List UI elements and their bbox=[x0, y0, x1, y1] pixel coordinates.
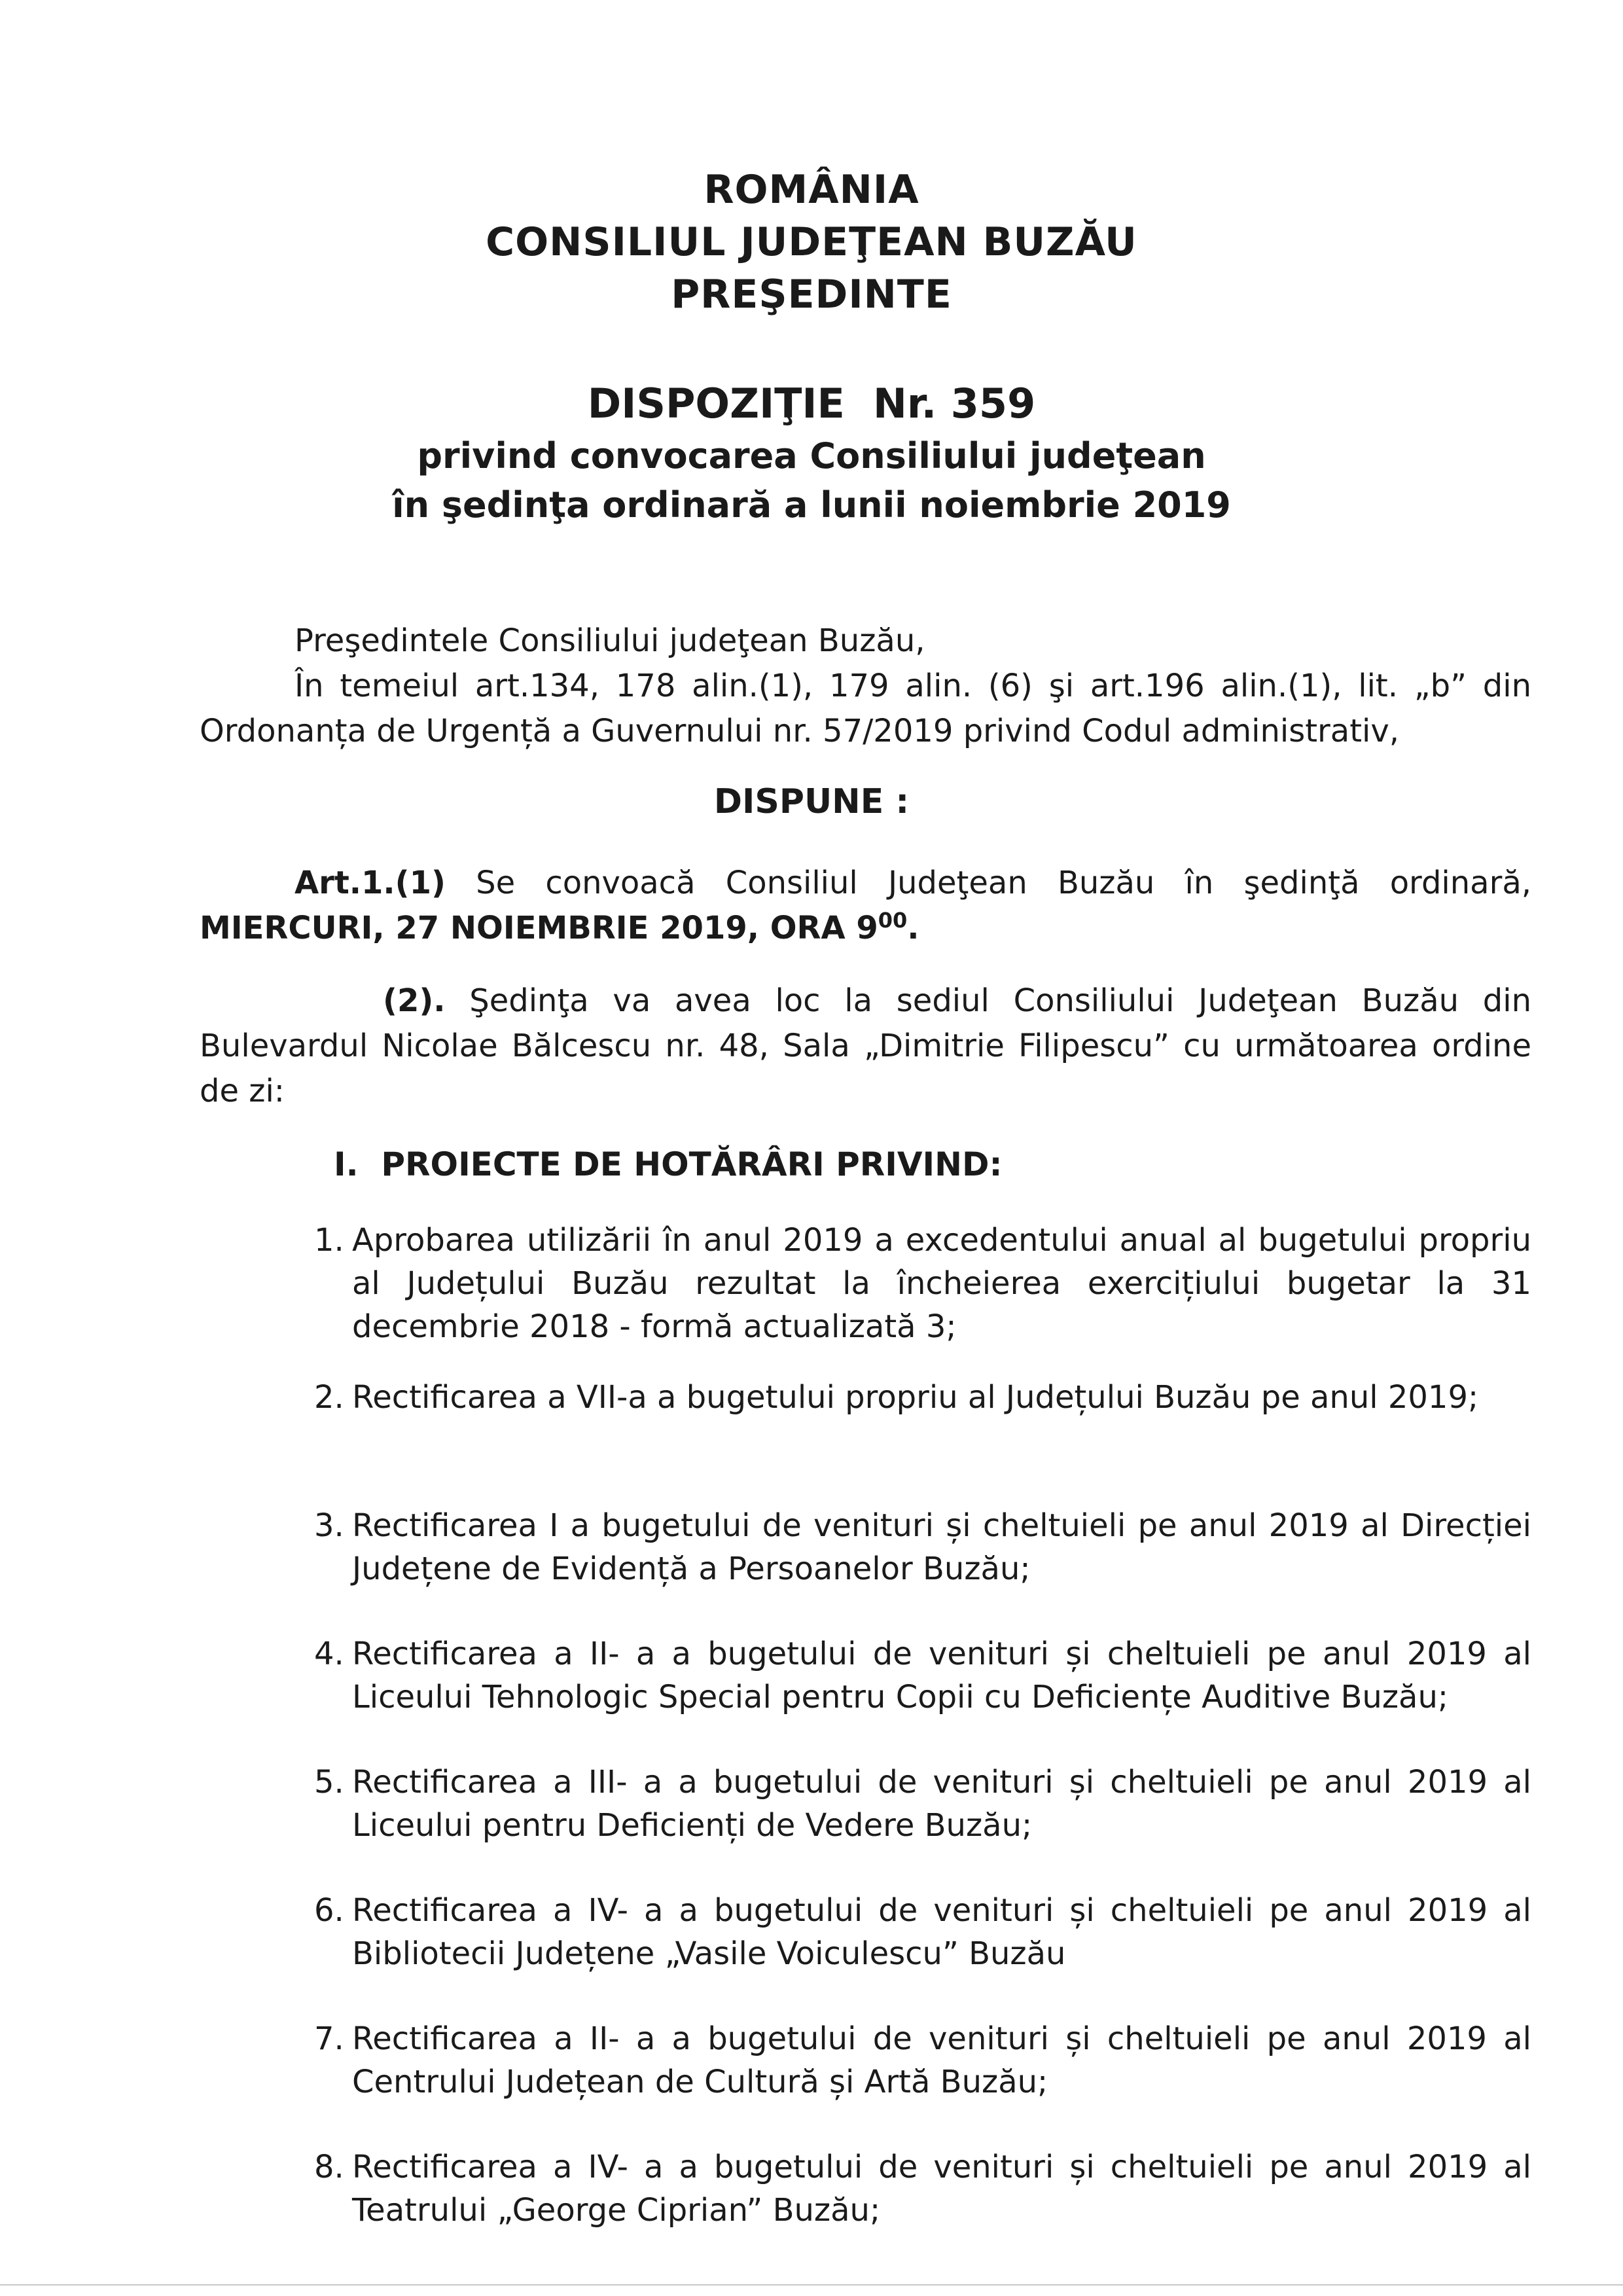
article-2-label: (2). bbox=[383, 982, 446, 1019]
article-1 bbox=[200, 861, 1531, 951]
article-1-time-superscript: 00 bbox=[878, 908, 908, 933]
agenda-item-text: Rectificarea a IV- a a bugetului de venituri și cheltuieli pe anul 2019 al Bibliotecii Județene „Vasile Voiculescu” Buzău bbox=[352, 1892, 1531, 1972]
agenda-item-number: 3. bbox=[314, 1507, 344, 1544]
agenda-item-number: 4. bbox=[314, 1636, 344, 1672]
agenda-item-number: 2. bbox=[314, 1379, 344, 1416]
agenda-item-number: 8. bbox=[314, 2149, 344, 2185]
header-role: PREŞEDINTE bbox=[671, 272, 952, 317]
header-country: ROMÂNIA bbox=[704, 167, 919, 213]
agenda-item-number: 5. bbox=[314, 1764, 344, 1801]
article-1-datetime: MIERCURI, 27 NOIEMBRIE 2019, ORA 9 bbox=[200, 910, 878, 946]
article-2-text: Şedinţa va avea loc la sediul Consiliului Judeţean Buzău din Bulevardul Nicolae Bălcescu nr. 48, Sala „Dimitrie Filipescu” cu următoarea ordine de zi: bbox=[200, 982, 1531, 1109]
header-council: CONSILIUL JUDEŢEAN BUZĂU bbox=[486, 219, 1137, 265]
article-1-text: Se convoacă Consiliul Judeţean Buzău în şedinţă ordinară, bbox=[445, 865, 1531, 901]
agenda-item-text: Aprobarea utilizării în anul 2019 a excedentului anual al bugetului propriu al Județului Buzău rezultat la încheierea exercițiului bugetar la 31 decembrie 2018 - formă actualizată 3; bbox=[352, 1222, 1531, 1345]
article-1-end: . bbox=[907, 910, 919, 946]
section-title: I. PROIECTE DE HOTĂRÂRI PRIVIND: bbox=[334, 1145, 1003, 1183]
document-subtitle-line2: în şedinţa ordinară a lunii noiembrie 2019 bbox=[392, 484, 1231, 526]
agenda-item-number: 7. bbox=[314, 2020, 344, 2057]
document-subtitle-line1: privind convocarea Consiliului judeţean bbox=[417, 435, 1206, 476]
agenda-item-text: Rectificarea a II- a a bugetului de venituri și cheltuieli pe anul 2019 al Centrului Județean de Cultură și Artă Buzău; bbox=[352, 2020, 1531, 2100]
agenda-item-text: Rectificarea a II- a a bugetului de venituri și cheltuieli pe anul 2019 al Liceului Tehnologic Special pentru Copii cu Deficiențe Auditive Buzău; bbox=[352, 1636, 1531, 1715]
article-1-label: Art.1.(1) bbox=[294, 865, 446, 901]
agenda-item-number: 1. bbox=[314, 1222, 344, 1259]
agenda-item-text: Rectificarea a VII-a a bugetului propriu al Județului Buzău pe anul 2019; bbox=[352, 1379, 1479, 1416]
preamble-line2: În temeiul art.134, 178 alin.(1), 179 alin. (6) şi art.196 alin.(1), lit. „b” din Ordonanța de Urgență a Guvernului nr. 57/2019 privind Codul administrativ, bbox=[200, 668, 1531, 749]
agenda-item-text: Rectificarea I a bugetului de venituri și cheltuieli pe anul 2019 al Direcției Județene de Evidență a Persoanelor Buzău; bbox=[352, 1507, 1531, 1587]
dispune-heading: DISPUNE : bbox=[713, 782, 910, 821]
agenda-item-number: 6. bbox=[314, 1892, 344, 1929]
article-2 bbox=[200, 978, 1531, 1114]
agenda-item-text: Rectificarea a III- a a bugetului de venituri și cheltuieli pe anul 2019 al Liceului pentru Deficienți de Vedere Buzău; bbox=[352, 1764, 1531, 1844]
preamble-line1: Preşedintele Consiliului judeţean Buzău, bbox=[294, 622, 925, 659]
document-title: DISPOZIŢIE Nr. 359 bbox=[587, 380, 1036, 427]
agenda-item-text: Rectificarea a IV- a a bugetului de venituri și cheltuieli pe anul 2019 al Teatrului „George Ciprian” Buzău; bbox=[352, 2149, 1531, 2229]
page-bottom-divider bbox=[0, 2284, 1623, 2286]
